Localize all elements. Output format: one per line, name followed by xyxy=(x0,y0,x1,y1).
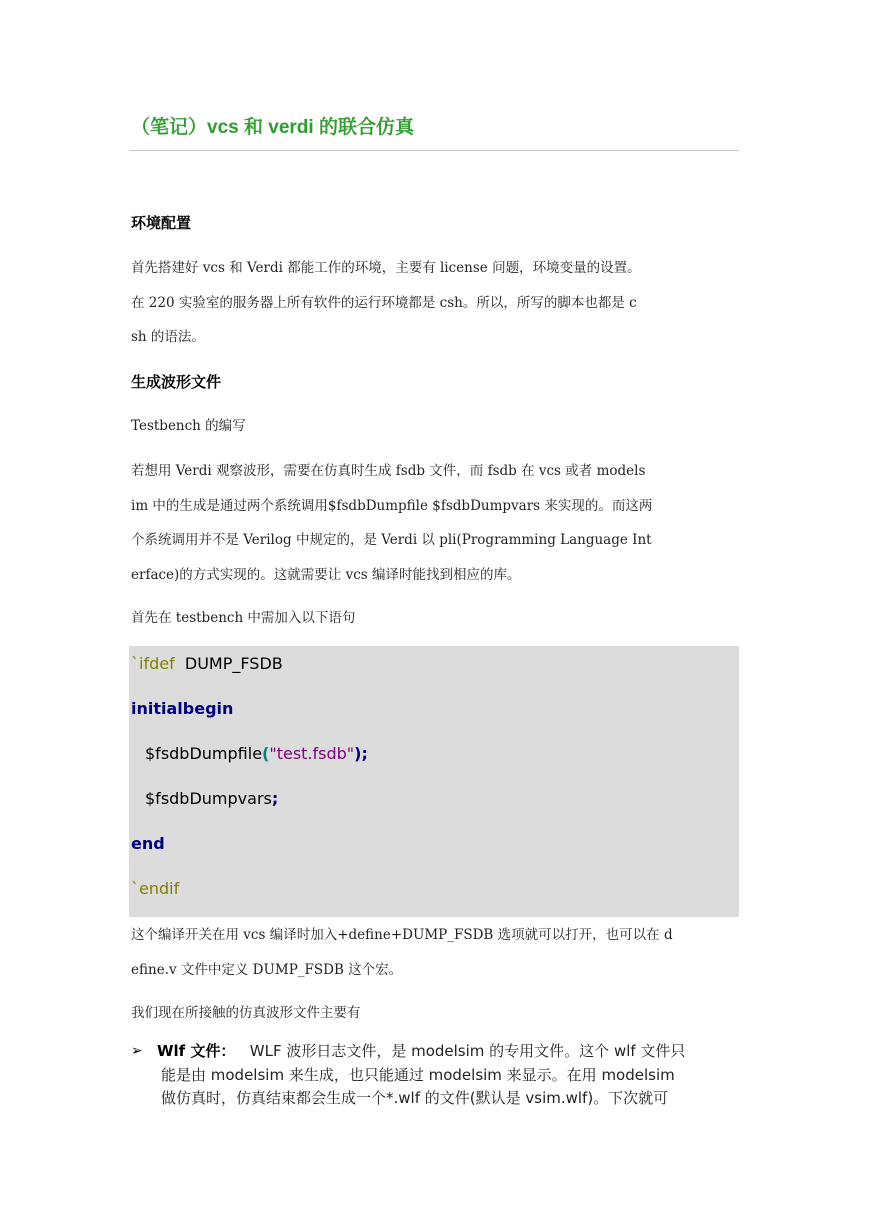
bullet-line: 能是由 modelsim 来生成，也只能通过 modelsim 来显示。在用 modelsim xyxy=(161,1065,675,1084)
heading-environment: 环境配置 xyxy=(131,214,192,232)
paragraph-line: 若想用 Verdi 观察波形，需要在仿真时生成 fsdb 文件，而 fsdb 在 vcs 或者 models xyxy=(131,463,646,479)
paragraph-testbench xyxy=(131,409,741,444)
bullet-line xyxy=(157,1040,685,1064)
paragraph-compile-switch xyxy=(131,918,741,987)
bullet-line: 做仿真时，仿真结束都会生成一个*.wlf 的文件(默认是 vsim.wlf)。下次就可 xyxy=(161,1089,669,1107)
paragraph-add-statements xyxy=(131,601,741,636)
code-string: "test.fsdb" xyxy=(269,744,355,763)
code-line-initial xyxy=(131,697,233,721)
title-divider xyxy=(129,150,739,151)
code-line-endif xyxy=(131,877,179,901)
paragraph-verdi xyxy=(131,454,741,592)
paragraph-environment xyxy=(131,251,741,355)
code-keyword: end xyxy=(131,834,165,853)
paragraph-line: 首先在 testbench 中需加入以下语句 xyxy=(131,610,356,626)
code-punct: ); xyxy=(354,744,368,763)
paragraph-line: erface)的方式实现的。这就需要让 vcs 编译时能找到相应的库。 xyxy=(131,566,521,583)
document-title: （笔记）vcs 和 verdi 的联合仿真 xyxy=(131,117,414,138)
code-punct: ; xyxy=(271,789,279,808)
code-line-dumpfile xyxy=(145,742,368,766)
paragraph-line: efine.v 文件中定义 DUMP_FSDB 这个宏。 xyxy=(131,961,403,978)
paragraph-line: Testbench 的编写 xyxy=(131,418,246,434)
code-line-ifdef xyxy=(131,652,283,676)
code-keyword: initialbegin xyxy=(131,699,234,718)
paragraph-line: 这个编译开关在用 vcs 编译时加入+define+DUMP_FSDB 选项就可以打开，也可以在 d xyxy=(131,927,673,943)
code-system-task: $fsdbDumpvars xyxy=(145,789,272,808)
paragraph-waveform-files xyxy=(131,996,741,1031)
code-block xyxy=(129,646,739,917)
paragraph-line: 在 220 实验室的服务器上所有软件的运行环境都是 csh。所以，所写的脚本也都是 c xyxy=(131,294,637,311)
arrow-bullet-icon: ➢ xyxy=(131,1043,143,1059)
bullet-text: WLF 波形日志文件，是 modelsim 的专用文件。这个 wlf 文件只 xyxy=(249,1042,686,1060)
heading-waveform: 生成波形文件 xyxy=(131,373,222,391)
code-system-task: $fsdbDumpfile xyxy=(145,744,263,763)
code-directive: `endif xyxy=(131,879,180,898)
code-line-dumpvars xyxy=(145,787,278,811)
bullet-label: Wlf 文件： xyxy=(157,1042,236,1060)
paragraph-line: 个系统调用并不是 Verilog 中规定的，是 Verdi 以 pli(Programming Language Int xyxy=(131,532,652,548)
code-line-end xyxy=(131,832,165,856)
paragraph-line: 我们现在所接触的仿真波形文件主要有 xyxy=(131,1005,361,1021)
code-macro: DUMP_FSDB xyxy=(184,654,283,673)
paragraph-line: im 中的生成是通过两个系统调用$fsdbDumpfile $fsdbDumpvars 来实现的。而这两 xyxy=(131,497,653,514)
code-paren: ( xyxy=(262,744,270,763)
paragraph-line: sh 的语法。 xyxy=(131,329,205,345)
code-directive: `ifdef xyxy=(131,654,175,673)
paragraph-line: 首先搭建好 vcs 和 Verdi 都能工作的环境，主要有 license 问题，环境变量的设置。 xyxy=(131,260,641,276)
